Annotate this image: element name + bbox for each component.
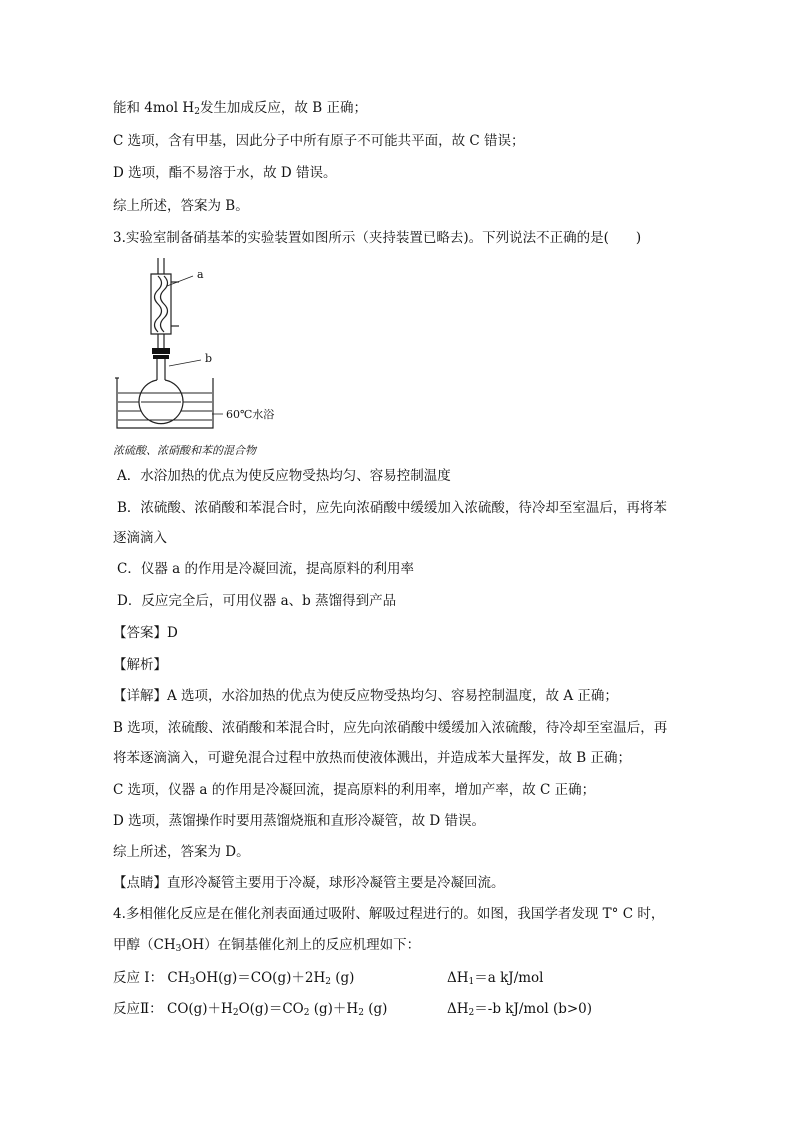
question-4: 4.多相催化反应是在催化剂表面通过吸附、解吸过程进行的。如图，我国学者发现 T° C 时，: [113, 906, 665, 922]
tip-label: 【点睛】: [113, 875, 167, 891]
reaction-1-enthalpy: $\Delta H_1=a$ kJ/mol: [447, 970, 544, 987]
label-flask-b: b: [205, 352, 213, 365]
option-c: C．仪器 a 的作用是冷凝回流，提高原料的利用率: [117, 561, 414, 577]
detail-line: D 选项，蒸馏操作时要用蒸馏烧瓶和直形冷凝管，故 D 错误。: [113, 813, 486, 829]
text-line: 综上所述，答案为 B。: [113, 198, 249, 214]
question-4-continued: 甲醇$(CH_3OH)$在铜基催化剂上的反应机理如下：: [113, 937, 421, 954]
summary-line: 综上所述，答案为 D。: [113, 844, 250, 860]
option-d: D．反应完全后，可用仪器 a、b 蒸馏得到产品: [117, 593, 397, 609]
option-b: B．浓硫酸、浓硝酸和苯混合时，应先向浓硝酸中缓缓加入浓硫酸，待冷却至室温后，再将苯: [117, 500, 667, 516]
reaction-2-enthalpy: $\Delta H_2=-b$ kJ/mol (b>0): [447, 1001, 593, 1018]
text-line: C 选项，含有甲基，因此分子中所有原子不可能共平面，故 C 错误；: [113, 133, 525, 149]
label-condenser-a: a: [197, 268, 204, 281]
answer-line: 【答案】D: [113, 625, 178, 641]
apparatus-figure: [113, 256, 403, 462]
figure-caption: 浓硫酸、浓硝酸和苯的混合物: [113, 444, 256, 457]
label-water-bath: 60℃水浴: [226, 408, 275, 421]
detail-line: 将苯逐滴滴入，可避免混合过程中放热而使液体溅出，并造成苯大量挥发，故 B 正确；: [113, 750, 632, 766]
reaction-1-equation: 反应 I： $CH_3OH(g)=CO(g)+2H_2$ (g): [113, 970, 355, 987]
detail-line: C 选项，仪器 a 的作用是冷凝回流，提高原料的利用率，增加产率，故 C 正确；: [113, 782, 596, 798]
text-line: 能和 4mol $H_2$发生加成反应，故 B 正确；: [113, 100, 367, 117]
question-3: 3.实验室制备硝基苯的实验装置如图所示（夹持装置已略去)。下列说法不正确的是( ): [113, 230, 642, 246]
analysis-heading: 【解析】: [113, 657, 167, 673]
detail-line: 【详解】A 选项，水浴加热的优点为使反应物受热均匀、容易控制温度，故 A 正确；: [113, 688, 618, 704]
detail-line: B 选项，浓硫酸、浓硝酸和苯混合时，应先向浓硝酸中缓缓加入浓硫酸，待冷却至室温后，再: [113, 720, 668, 736]
tip-line: 【点睛】直形冷凝管主要用于冷凝，球形冷凝管主要是冷凝回流。: [113, 875, 505, 891]
option-a: A．水浴加热的优点为使反应物受热均匀、容易控制温度: [117, 468, 451, 484]
option-b-continued: 逐滴滴入: [113, 530, 167, 546]
reaction-2-equation: 反应Ⅱ： $CO(g)+H_2O(g)=CO_2$ $(g)+H_2$ (g): [113, 1001, 388, 1018]
text-line: D 选项，酯不易溶于水，故 D 错误。: [113, 165, 337, 181]
